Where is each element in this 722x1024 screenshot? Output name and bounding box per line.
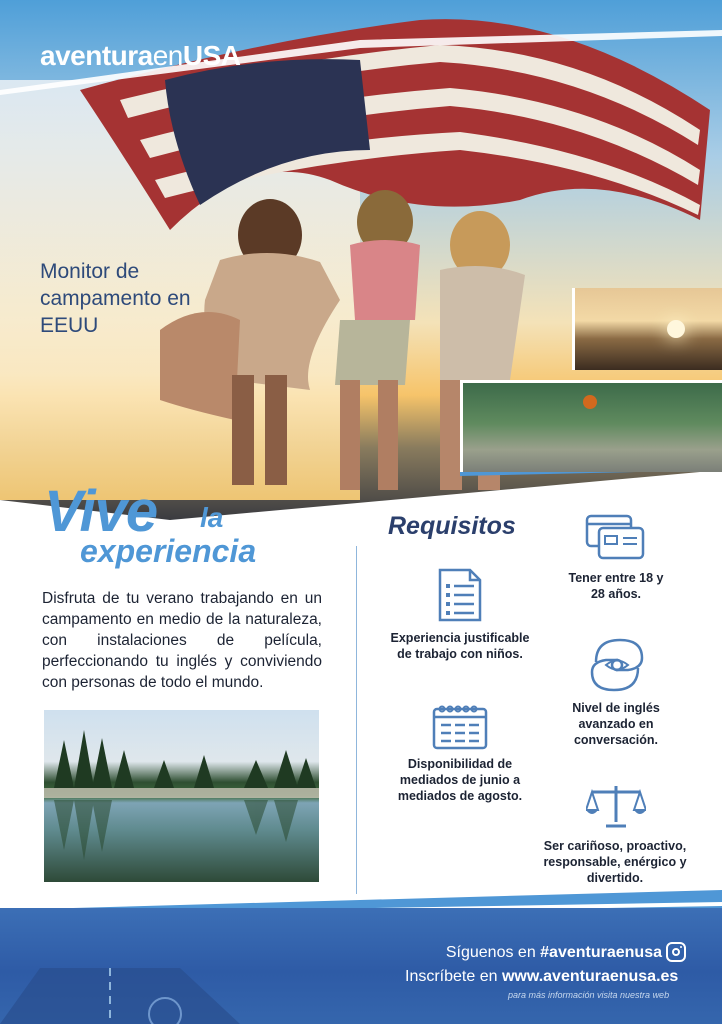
road-illustration: [0, 908, 722, 1024]
hero-title: Monitor de campamento en EEUU: [40, 260, 191, 337]
requirement-age: Tener entre 18 y 28 años.: [568, 571, 664, 601]
headline-la: la: [200, 502, 224, 533]
column-divider: [356, 546, 357, 894]
lake-photo: [44, 710, 319, 882]
requirements-title: Requisitos: [388, 512, 516, 540]
website-link[interactable]: www.aventuraenusa.es: [501, 968, 679, 985]
requirement-experience: Experiencia justificable de trabajo con niños.: [390, 631, 530, 661]
more-info-note: para más información visita nuestra web: [508, 990, 670, 1000]
document-list-icon: [437, 567, 483, 623]
speech-bubbles-icon: [588, 636, 646, 694]
calendar-icon: [431, 703, 489, 751]
brand-logo[interactable]: aventuraenUSA: [40, 40, 241, 71]
footer-banner: [0, 908, 722, 1024]
camp-activity-photo: [460, 380, 722, 472]
sunset-photo: [572, 288, 722, 370]
requirement-availability: Disponibilidad de mediados de junio a mediados de agosto.: [397, 757, 523, 803]
requirement-english: Nivel de inglés avanzado en conversación.: [572, 701, 660, 747]
intro-paragraph: Disfruta de tu verano trabajando en un campamento en medio de la naturaleza, con instalaciones de película, perfeccionando tu inglés y conviviendo con personas de todo el mundo.: [42, 590, 322, 691]
signup-text: Inscríbete en www.aventuraenusa.es: [405, 968, 679, 985]
follow-text: Síguenos en #aventuraenusa: [445, 944, 662, 961]
headline-vive: Vive: [44, 479, 158, 544]
id-card-icon: [585, 514, 645, 562]
headline-experiencia: experiencia: [80, 533, 257, 569]
scales-icon: [586, 782, 646, 830]
instagram-icon[interactable]: [666, 942, 686, 962]
requirement-personality: Ser cariñoso, proactivo, responsable, enérgico y divertido.: [543, 839, 687, 885]
hashtag-link[interactable]: #aventuraenusa: [540, 944, 662, 961]
